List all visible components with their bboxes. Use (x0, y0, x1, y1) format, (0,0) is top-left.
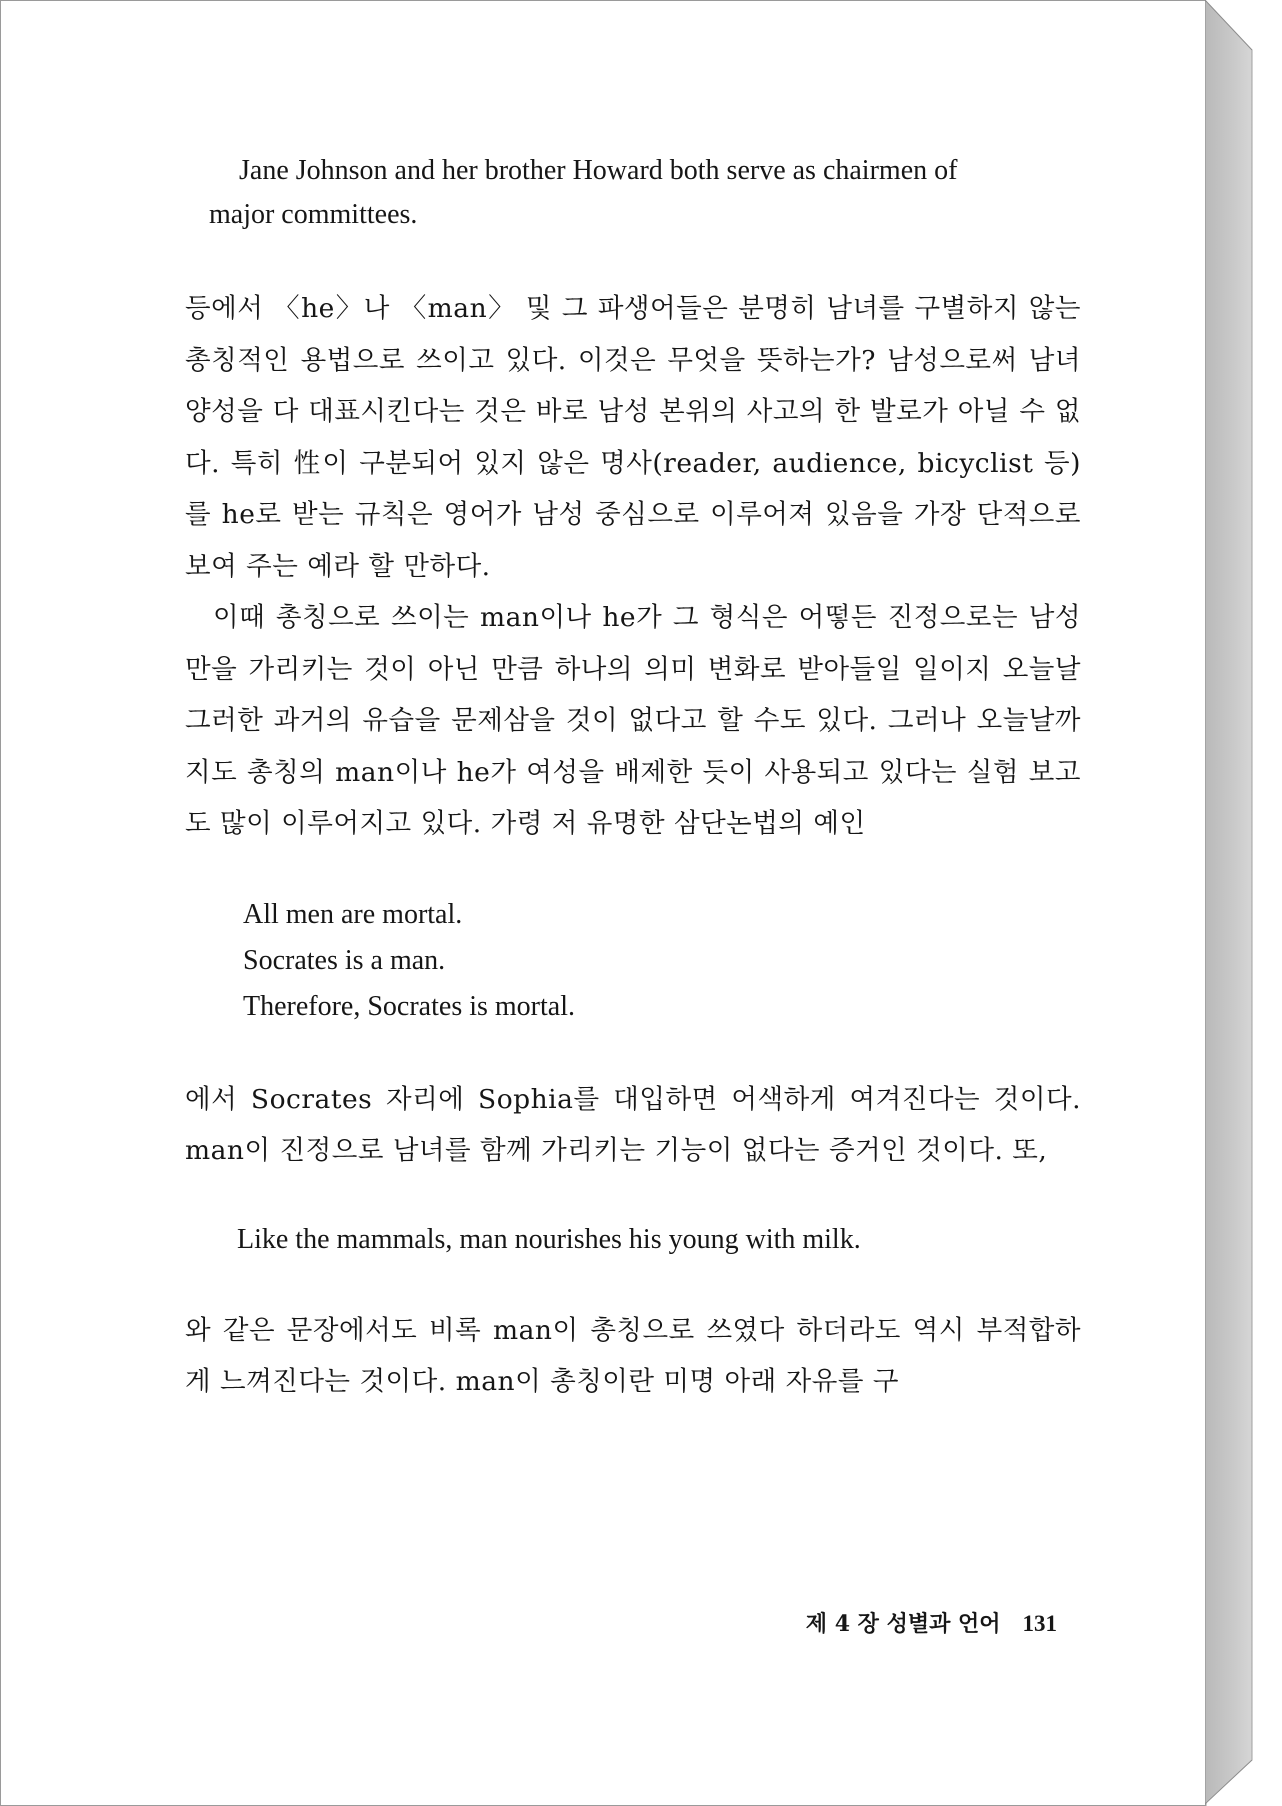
page-footer (1, 1607, 1057, 1638)
quote-top (185, 149, 1081, 237)
syllogism-example (185, 892, 1081, 1030)
syllogism-line-1: All men are mortal. (243, 898, 463, 930)
page-body (185, 149, 1081, 1408)
syllogism-line-3: Therefore, Socrates is mortal. (243, 990, 575, 1022)
quote-top-line1: Jane Johnson and her brother Howard both serve as chairmen of (239, 155, 958, 186)
mammals-example: Like the mammals, man nourishes his young with milk. (237, 1223, 861, 1255)
book-edge-shape (1205, 0, 1281, 1806)
paragraph-3: 에서 Socrates 자리에 Sophia를 대입하면 어색하게 여겨진다는 것이다. man이 진정으로 남녀를 함께 가리키는 기능이 없다는 증거인 것이다. 또, (185, 1083, 1081, 1166)
page-number: 131 (1022, 1611, 1057, 1636)
syllogism-line-2: Socrates is a man. (243, 944, 446, 976)
quote-top-line2: major committees. (209, 199, 418, 230)
paragraph-1: 등에서 〈he〉나 〈man〉 및 그 파생어들은 분명히 남녀를 구별하지 않는 총칭적인 용법으로 쓰이고 있다. 이것은 무엇을 뜻하는가? 남성으로써 남녀 양성을 다 대표시킨다는 것은 바로 남성 본위의 사고의 한 발로가 아닐 수 없다. 특히 性이 구분되어 있지 않은 명사(reader, audience, bicyclist 등)를 he로 받는 규칙은 영어가 남성 중심으로 이루어져 있음을 가장 단적으로 보여 주는 예라 할 만하다. (185, 293, 1081, 582)
chapter-title: 제 4 장 성별과 언어 (805, 1611, 1001, 1637)
paragraph-2: 이때 총칭으로 쓰이는 man이나 he가 그 형식은 어떻든 진정으로는 남성만을 가리키는 것이 아닌 만큼 하나의 의미 변화로 받아들일 일이지 오늘날 그러한 과거의 유습을 문제삼을 것이 없다고 할 수도 있다. 그러나 오늘날까지도 총칭의 man이나 he가 여성을 배제한 듯이 사용되고 있다는 실험 보고도 많이 이루어지고 있다. 가령 저 유명한 삼단논법의 예인 (185, 602, 1081, 839)
paragraph-4: 와 같은 문장에서도 비록 man이 총칭으로 쓰였다 하더라도 역시 부적합하게 느껴진다는 것이다. man이 총칭이란 미명 아래 자유를 구 (185, 1314, 1081, 1397)
